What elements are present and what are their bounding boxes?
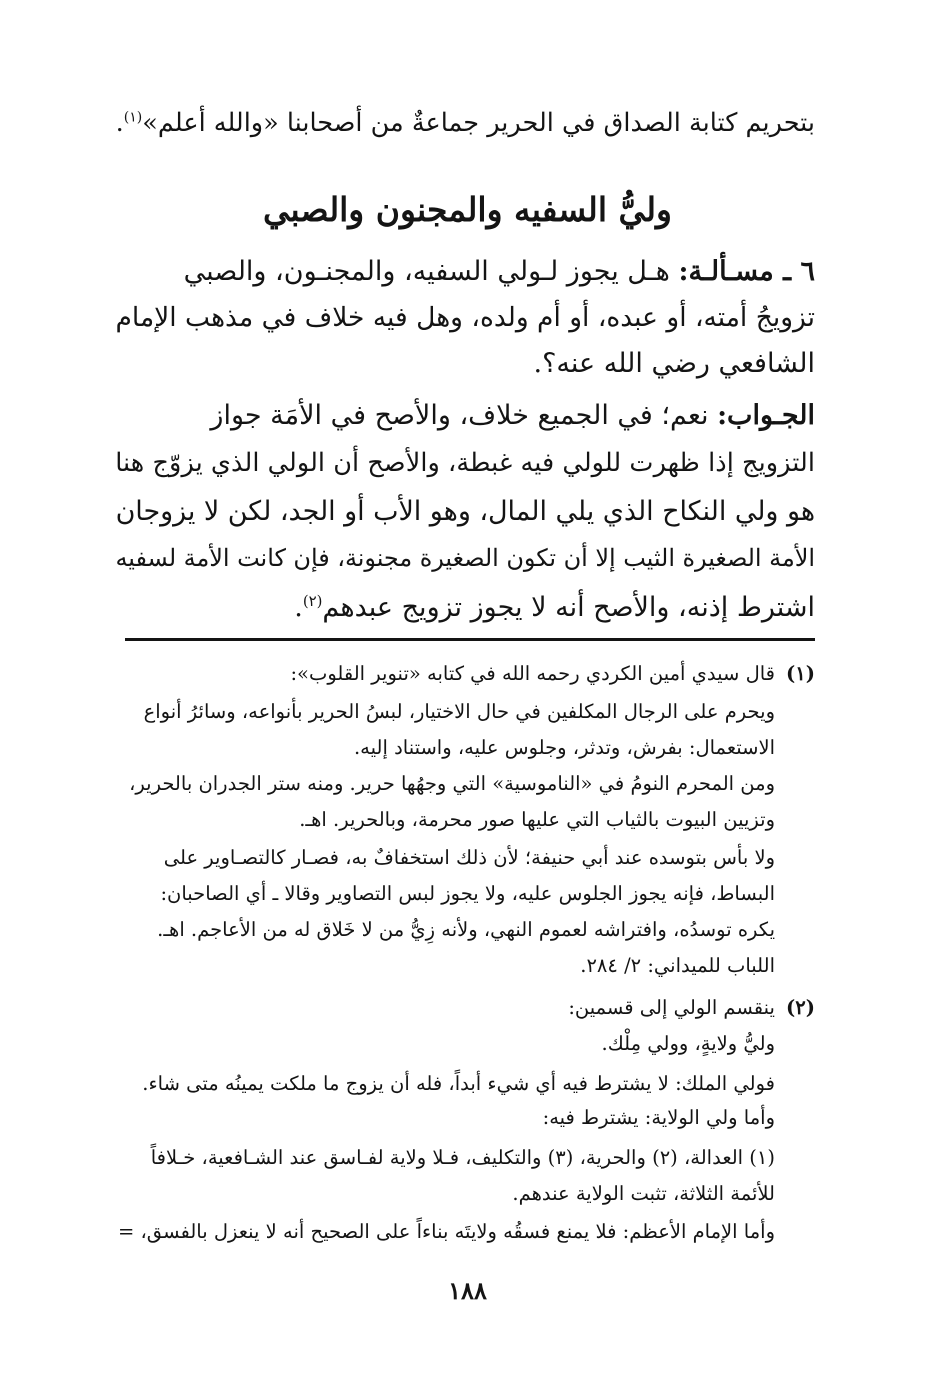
footnote-1-line-9: اللباب للميداني: ٢/ ٢٨٤. (580, 954, 775, 977)
answer-line-3: هو ولي النكاح الذي يلي المال، وهو الأب أو الجد، لكن لا يزوجان (115, 496, 815, 527)
footnote-1-line-7: البساط، فإنه يجوز الجلوس عليه، ولا يجوز لبس التصاوير وقالا ـ أي الصاحبان: (160, 882, 775, 905)
question-label: ٦ ـ مسـألـة: (678, 256, 815, 287)
answer-line-2: التزويج إذا ظهرت للولي فيه غبطة، والأصح أن الولي الذي يزوّج هنا (115, 448, 815, 478)
footnote-2-line-1: ينقسم الولي إلى قسمين: (568, 996, 775, 1019)
footnote-1-line-4: ومن المحرم النومُ في «الناموسية» التي وجهُها حرير. ومنه ستر الجدران بالحرير، (129, 772, 775, 795)
footnote-2-line-4: وأما ولي الولاية: يشترط فيه: (542, 1106, 775, 1129)
footnote-2-number: (٢) (786, 996, 815, 1019)
footnote-2-line-2: وليُّ ولايةٍ، وولي مِلْك. (601, 1032, 775, 1055)
footnote-1-line-6: ولا بأس بتوسده عند أبي حنيفة؛ لأن ذلك استخفافٌ به، فصـار كالتصـاوير على (163, 846, 775, 869)
footnote-ref-1: (١) (123, 109, 143, 126)
question-line-1 (184, 256, 815, 287)
footnote-1-number: (١) (786, 662, 815, 685)
footnote-1-line-8: يكره توسدُه، وافتراشه لعموم النهي، ولأنه زِيُّ من لا خَلاق له من الأعاجم. اهـ. (157, 918, 775, 941)
page-number: ١٨٨ (448, 1276, 487, 1305)
answer-end-5: . (294, 592, 303, 623)
footnote-2-line-3: فولي الملك: لا يشترط فيه أي شيء أبداً، فله أن يزوج ما ملكت يمينُه متى شاء. (142, 1072, 775, 1095)
footnote-1-line-5: وتزيين البيوت بالثياب التي عليها صور محرمة، وبالحرير. اهـ. (299, 808, 775, 831)
section-title: وليُّ السفيه والمجنون والصبي (263, 190, 672, 229)
continuation-line (116, 108, 815, 138)
continuation-end: . (115, 108, 124, 138)
footnote-2-line-6: للأئمة الثلاثة، تثبت الولاية عندهم. (512, 1182, 775, 1205)
footnote-2-line-5: (١) العدالة، (٢) والحرية، (٣) والتكليف، فـلا ولاية لفـاسق عند الشـافعية، خـلافاً (150, 1146, 775, 1169)
answer-line-1 (210, 400, 815, 431)
continuation-text: بتحريم كتابة الصداق في الحرير جماعةٌ من أصحابنا «والله أعلم» (142, 108, 815, 138)
answer-text-1: نعم؛ في الجميع خلاف، والأصح في الأمَة جواز (210, 400, 709, 431)
footnote-1-line-1: قال سيدي أمين الكردي رحمه الله في كتابه «تنوير القلوب»: (290, 662, 775, 685)
answer-line-5 (294, 592, 815, 623)
question-text-1: هـل يجوز لـولي السفيه، والمجنـون، والصبي (183, 256, 670, 287)
question-line-3: الشافعي رضي الله عنه؟. (533, 348, 815, 379)
answer-label: الجـواب: (717, 400, 815, 431)
question-line-2: تزويجُ أمته، أو عبده، أو أم ولده، وهل فيه خلاف في مذهب الإمام (115, 302, 815, 333)
footnote-1-line-2: ويحرم على الرجال المكلفين في حال الاختيار، لبسُ الحرير بأنواعه، وسائرُ أنواع (143, 700, 775, 723)
footnote-2-line-7: وأما الإمام الأعظم: فلا يمنع فسقُه ولايتَه بناءاً على الصحيح أنه لا ينعزل بالفسق، = (117, 1220, 775, 1243)
footnote-1-line-3: الاستعمال: بفرش، وتدثر، وجلوس عليه، واستناد إليه. (353, 736, 775, 759)
answer-text-5: اشترط إذنه، والأصح أنه لا يجوز تزويج عبدهم (322, 592, 815, 623)
footnote-ref-2: (٢) (302, 592, 323, 610)
footnote-separator (125, 638, 815, 641)
answer-line-4: الأمة الصغيرة الثيب إلا أن تكون الصغيرة مجنونة، فإن كانت الأمة لسفيه (115, 544, 815, 572)
